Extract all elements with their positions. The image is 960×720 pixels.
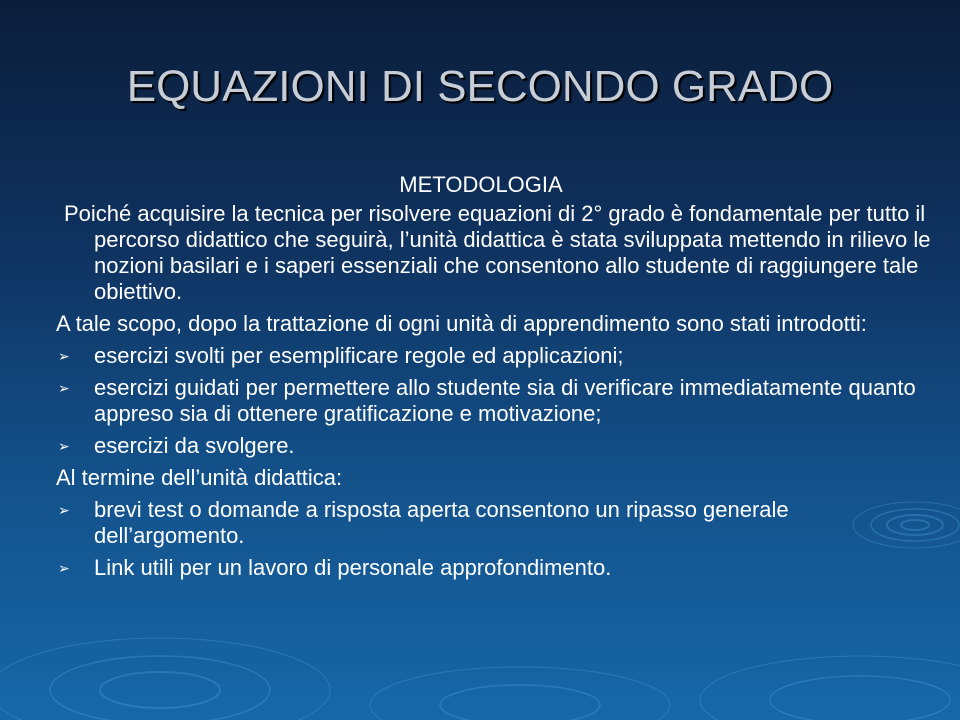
- list-item-text: brevi test o domande a risposta aperta consentono un ripasso generale dell’argomento.: [94, 497, 789, 548]
- list-item-text: esercizi da svolgere.: [94, 433, 295, 458]
- list-item: [56, 433, 936, 459]
- arrow-bullet-icon: ➢: [58, 438, 70, 454]
- intro-paragraph: Poiché acquisire la tecnica per risolvere equazioni di 2° grado è fondamentale per tutto il percorso didattico che seguirà, l’unità didattica è stata sviluppata mettendo in rilievo le nozioni basilari e i saperi essenziali che consentono allo studente di raggiungere tale obiettivo.: [64, 201, 931, 304]
- slide-title: EQUAZIONI DI SECONDO GRADO: [126, 62, 834, 111]
- list-item-text: esercizi guidati per permettere allo studente sia di verificare immediatamente quanto appreso sia di ottenere gratificazione e motivazione;: [94, 375, 916, 426]
- end-heading: Al termine dell’unità didattica:: [56, 465, 343, 490]
- scope-paragraph: A tale scopo, dopo la trattazione di ogni unità di apprendimento sono stati introdotti:: [56, 311, 867, 336]
- arrow-bullet-icon: ➢: [58, 348, 70, 364]
- list-item: [56, 555, 936, 581]
- list-item-text: Link utili per un lavoro di personale approfondimento.: [94, 555, 612, 580]
- arrow-bullet-icon: ➢: [58, 502, 70, 518]
- arrow-bullet-icon: ➢: [58, 380, 70, 396]
- list-item: [56, 497, 936, 549]
- slide-body: [56, 172, 936, 587]
- list-item: [56, 375, 936, 427]
- list-item-text: esercizi svolti per esemplificare regole ed applicazioni;: [94, 343, 624, 368]
- arrow-bullet-icon: ➢: [58, 560, 70, 576]
- list-item: [56, 343, 936, 369]
- section-subtitle: METODOLOGIA: [399, 172, 563, 197]
